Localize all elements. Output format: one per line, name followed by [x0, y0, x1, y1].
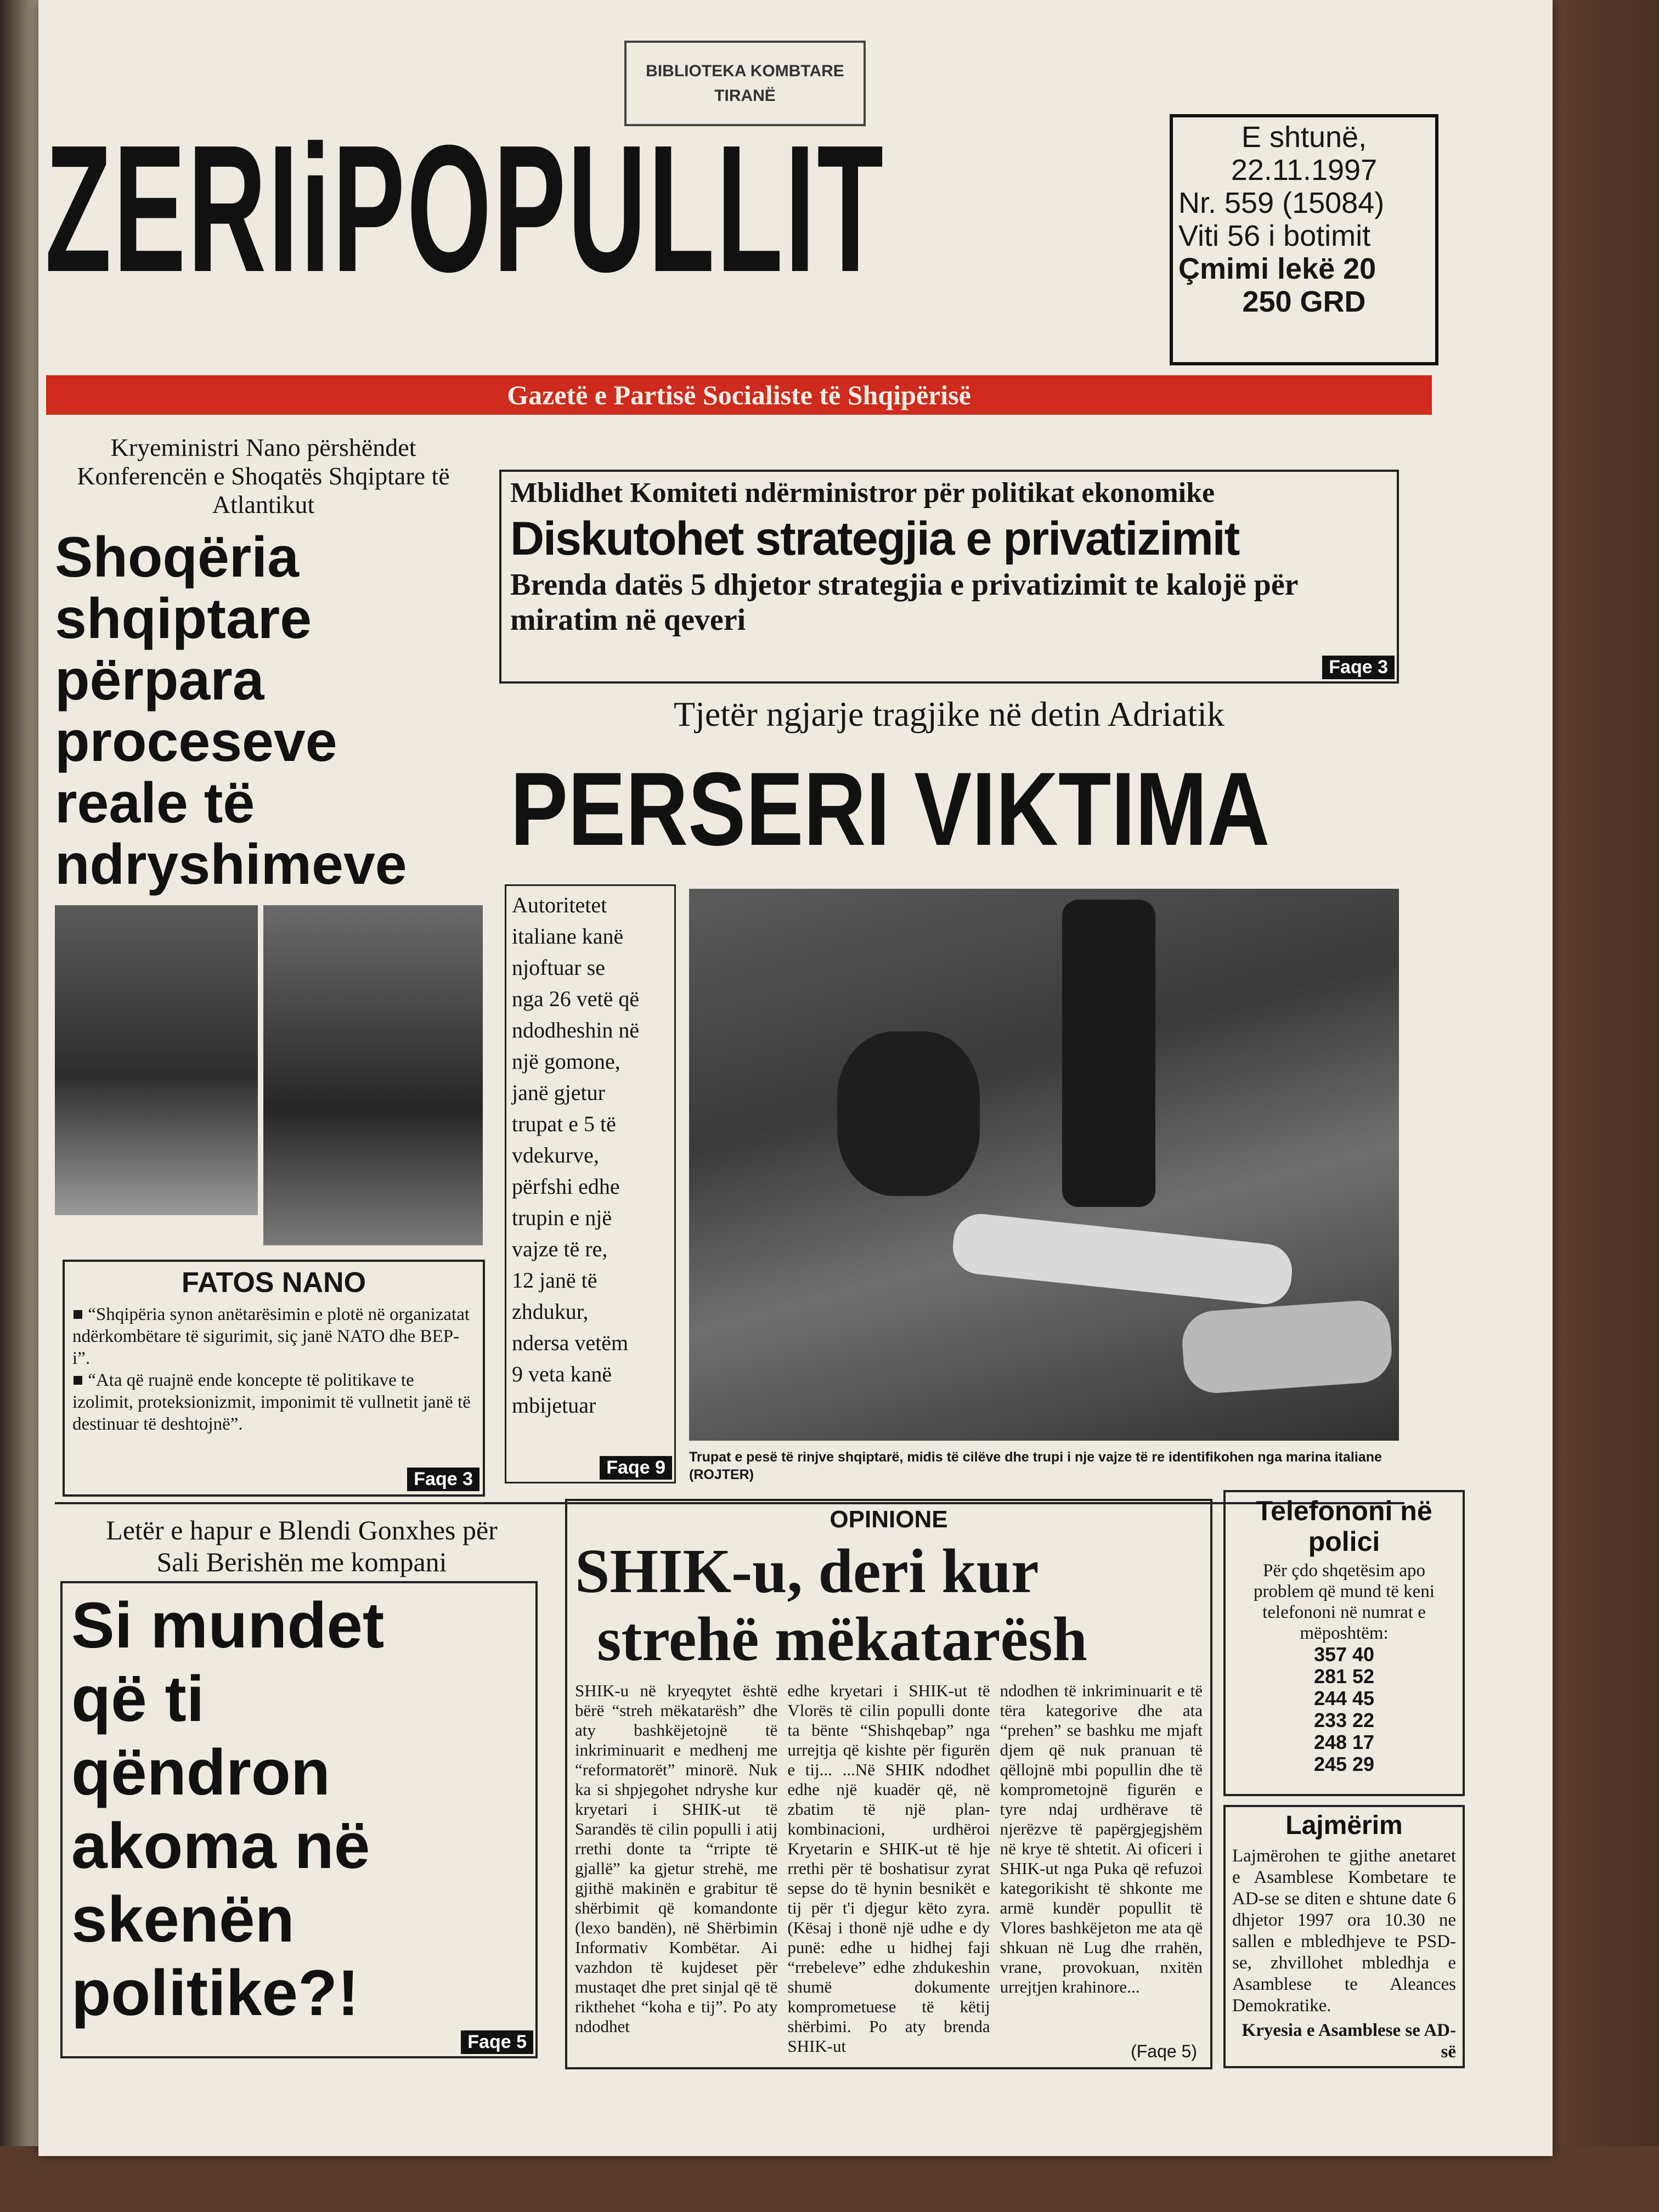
main-story-line: njoftuar se: [512, 955, 605, 980]
issue-day: E shtunë,: [1241, 121, 1367, 154]
main-story-line: Autoritetet: [512, 893, 607, 917]
nano-headline-line: ndryshimeve: [55, 833, 407, 896]
letter-page-ref: Faqe 5: [461, 2030, 533, 2054]
main-photo-rescue: [689, 889, 1399, 1441]
main-story-line: trupin e një: [512, 1205, 612, 1230]
opinion-headline: [575, 1537, 1203, 1673]
issue-year: Viti 56 i botimit: [1178, 219, 1371, 252]
main-story-line: vdekurve,: [512, 1143, 599, 1167]
fatos-quote-2: ■ “Ata që ruajnë ende koncepte të politikave te izolimit, proteksionizmit, imponimit të vullnetit janë të destinuar të deshtojnë”.: [72, 1370, 471, 1434]
main-story-line: janë gjetur: [512, 1080, 605, 1105]
stamp-line-2: TIRANË: [714, 87, 776, 105]
phones-title: Telefononi në polici: [1256, 1496, 1432, 1557]
main-story-box: [505, 884, 676, 1483]
notice-box: [1223, 1805, 1465, 2068]
phone-number: 281 52: [1313, 1665, 1375, 1688]
letter-kicker: Letër e hapur e Blendi Gonxhes për Sali Berishën me kompani: [106, 1515, 498, 1577]
econ-story-box: [499, 470, 1399, 684]
letter-headline-line: qëndron: [71, 1736, 330, 1809]
newspaper-page: [38, 0, 1553, 2156]
opinion-label: OPINIONE: [830, 1506, 948, 1533]
opinion-column-3: ndodhen të inkriminuarit e të tëra kategorive dhe ata “prehen” se bashku me mjaft djem që nuk pranuan të qëllojnë mbi popullin dhe të komprometojnë figurën e tyre ndaj urdhërave të njerëzve të papërgjegjshëm në krye të shtetit. Ai oficeri i SHIK-ut nga Puka që refuzoi kategorikisht të shkonte me armë kundër popullit të Vlores bashkëjeton me ata që shkuan në Lug dhe rrahën, vrane, provokuan, nxitën urrejtjen krahinore...: [1000, 1681, 1203, 1996]
letter-headline-line: që ti: [71, 1663, 205, 1735]
nano-headline-line: shqiptare: [55, 587, 312, 651]
econ-page-ref: Faqe 3: [1322, 656, 1395, 679]
opinion-column-1: SHIK-u në kryeqytet është bërë “streh mëkatarësh” dhe aty bashkëjetojnë të inkriminuarit e medhenj me “reformatorët” minorë. Nuk ka si shpjegohet ndryshe kur kryetari i SHIK-ut të Sarandës të cilin populli i atij rrethi donte ta “rripte të gjallë” ka gjetur strehë, me gjithë makinën e grabitur të shërbimit që komandonte (lexo bandën), në Shërbimin Informativ Kombëtar. Ai vazhdon të kujdeset për mustaqet dhe pret sinjal që të rikthehet “koha e tij”. Po aty ndodhet: [575, 1681, 778, 2036]
fatos-quote-1-text: “Shqipëria synon anëtarësimin e plotë në organizatat ndërkombëtare të sigurimit, siç janë NATO dhe BEP-i”.: [72, 1305, 470, 1368]
fatos-quote-1: ■ “Shqipëria synon anëtarësimin e plotë në organizatat ndërkombëtare të sigurimit, siç janë NATO dhe BEP-i”.: [72, 1305, 470, 1368]
nano-headline-line: përpara: [55, 648, 264, 712]
opinion-columns: [575, 1681, 1203, 2056]
issue-price: Çmimi lekë 20: [1178, 252, 1376, 285]
photo-figure-crouching: [837, 1031, 980, 1196]
main-story-line: trupat e 5 të: [512, 1111, 616, 1136]
phones-intro: Për çdo shqetësim apo problem që mund të keni telefononi në numrat e mëposhtëm:: [1254, 1561, 1435, 1643]
letter-headline-line: skenën: [71, 1883, 295, 1956]
opinion-headline-line: SHIK-u, deri kur: [575, 1536, 1039, 1606]
main-story-line: italiane kanë: [512, 924, 624, 949]
phone-number: 233 22: [1313, 1709, 1375, 1731]
letter-headline-line: akoma në: [71, 1810, 370, 1882]
issue-number: Nr. 559 (15084): [1178, 187, 1385, 219]
nano-headline-line: Shoqëria: [55, 526, 299, 589]
opinion-box: [565, 1499, 1212, 2069]
letter-headline-box: [60, 1581, 538, 2058]
notice-signature: Kryesia e Asamblese se AD-së: [1242, 2021, 1456, 2062]
nano-kicker: Kryeministri Nano përshëndet Konferencën e Shoqatës Shqiptare të Atlantikut: [77, 433, 450, 518]
phone-number: 245 29: [1313, 1753, 1375, 1775]
photo-body-bag: [1180, 1299, 1394, 1395]
main-page-ref: Faqe 9: [600, 1456, 672, 1480]
fatos-quote-2-text: “Ata që ruajnë ende koncepte të politikave te izolimit, proteksionizmit, imponimit të vullnetit janë të destinuar të deshtojnë”.: [72, 1370, 471, 1434]
opinion-headline-line: strehë mëkatarësh: [597, 1604, 1087, 1674]
photo-nano-right: [263, 905, 483, 1245]
fatos-nano-title: FATOS NANO: [181, 1267, 366, 1299]
main-story-text: [512, 889, 669, 1421]
main-story-line: ndodheshin në: [512, 1018, 640, 1042]
main-story-line: një gomone,: [512, 1049, 620, 1074]
main-story-line: vajze të re,: [512, 1237, 608, 1261]
opinion-page-ref: (Faqe 5): [1131, 2041, 1197, 2061]
issue-price-grd: 250 GRD: [1242, 285, 1366, 318]
nano-headline-line: proceseve: [55, 710, 337, 774]
letter-headline-line: Si mundet: [71, 1589, 385, 1662]
notice-title: Lajmërim: [1285, 1811, 1403, 1840]
phones-box: [1223, 1490, 1465, 1796]
fatos-page-ref: Faqe 3: [407, 1468, 479, 1491]
stamp-line-1: BIBLIOTEKA KOMBTARE: [646, 62, 844, 80]
phones-numbers: [1231, 1644, 1457, 1775]
issue-date: 22.11.1997: [1231, 154, 1378, 187]
fatos-nano-quotes-box: [63, 1260, 485, 1497]
phone-number: 244 45: [1313, 1687, 1375, 1709]
main-story-line: 12 janë të: [512, 1268, 597, 1293]
wood-background-bottom: [0, 2146, 1659, 2212]
notice-body: Lajmërohen te gjithe anetaret e Asamblese Kombetare te AD-se se diten e shtune date 6 dhjetor 1997 ora 10.30 ne sallen e mbledhjeve te PSD-se, zhvillohet mbledhja e Asamblese te Aleances Demokratike.: [1232, 1846, 1456, 2016]
nano-headline-line: reale të: [55, 771, 255, 835]
masthead-title: ZERIiPOPULLIT: [45, 107, 885, 309]
main-headline: PERSERI VIKTIMA: [510, 751, 1270, 867]
main-kicker: Tjetër ngjarje tragjike në detin Adriatik: [673, 695, 1225, 733]
main-story-line: zhdukur,: [512, 1299, 589, 1324]
econ-kicker: Mblidhet Komiteti ndërministror për politikat ekonomike: [510, 477, 1215, 509]
main-story-line: përfshi edhe: [512, 1174, 620, 1199]
opinion-column-2: edhe kryetari i SHIK-ut të Vlorës të cilin populli donte ta bënte “Shishqebap” nga urrejtja që kishte për figurën e tij... ...Në SHIK ndodhet edhe një kuadër që, në zbatim të një plan-kombinacioni, urdhëroi Kryetarin e SHIK-ut të hje rrethi për të boshatisur zyrat sepse do të hynin besnikët e tij për t'i djegur këto zyra. (Kësaj i thonë një udhe e dy punë: edhe u hidhej faji “rrebeleve” edhe zhdukeshin shumë dokumente komprometuese të këtij shërbimi. Po aty brenda SHIK-ut: [787, 1681, 990, 2056]
main-story-line: 9 veta kanë: [512, 1362, 612, 1386]
main-story-line: nga 26 vetë që: [512, 986, 640, 1011]
nano-headline: [55, 527, 483, 895]
phone-number: 248 17: [1313, 1731, 1375, 1753]
photo-body-bag: [950, 1211, 1295, 1307]
econ-headline: Diskutohet strategjia e privatizimit: [510, 512, 1239, 565]
letter-headline: [71, 1589, 527, 2030]
econ-sub: Brenda datës 5 dhjetor strategjia e privatizimit te kalojë për miratim në qeveri: [510, 568, 1298, 637]
party-tagline: Gazetë e Partisë Socialiste të Shqipërisë: [46, 375, 1432, 415]
phone-number: 357 40: [1313, 1643, 1375, 1666]
photo-nano-left: [55, 905, 258, 1215]
main-photo-caption: Trupat e pesë të rinjve shqiptarë, midis të cilëve dhe trupi i nje vajze të re identifikohen nga marina italiane (ROJTER): [689, 1449, 1382, 1482]
photo-figure-standing: [1062, 900, 1155, 1207]
letter-headline-line: politike?!: [71, 1957, 359, 2029]
main-story-line: mbijetuar: [512, 1393, 596, 1418]
main-story-line: ndersa vetëm: [512, 1330, 629, 1355]
issue-info-box: [1170, 114, 1438, 365]
